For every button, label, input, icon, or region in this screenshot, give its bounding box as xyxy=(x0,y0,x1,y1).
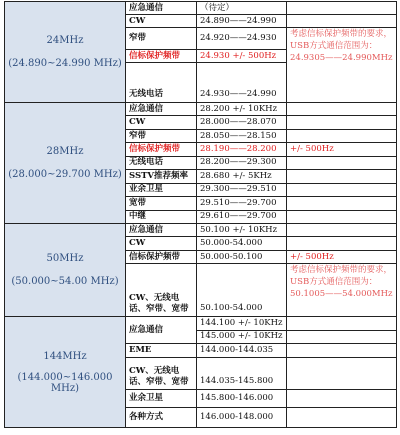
value-cell: 29.510——29.700 xyxy=(197,197,287,210)
value-cell: （待定） xyxy=(197,2,287,15)
value-cell: 50.100 +/- 10KHz xyxy=(197,224,287,237)
note-cell xyxy=(287,15,397,28)
band-cell-144mhz xyxy=(5,317,126,428)
mode-cell: 应急通信 xyxy=(126,224,197,237)
band-frequency: 28MHz xyxy=(46,146,84,157)
value-cell: 24.890——24.990 xyxy=(197,15,287,28)
table-row xyxy=(5,317,397,331)
band-frequency: 24MHz xyxy=(46,35,84,46)
band-cell-50mhz xyxy=(5,224,126,317)
table-row xyxy=(5,2,397,15)
mode-cell: 业余卫星 xyxy=(126,390,197,408)
mode-cell: 应急通信 xyxy=(126,2,197,15)
note-cell xyxy=(287,103,397,116)
note-cell xyxy=(287,237,397,250)
mode-cell: EME xyxy=(126,344,197,358)
mode-cell: 信标保护频带 xyxy=(126,143,197,156)
value-cell: 29.300——29.510 xyxy=(197,183,287,196)
value-cell: 24.930 +/- 500Hz xyxy=(197,50,287,63)
note-cell xyxy=(287,330,397,344)
mode-cell: SSTV推荐频率 xyxy=(126,170,197,183)
band-range: (144.000~146.000 MHz) xyxy=(17,371,113,394)
value-cell: 144.100 +/- 10KHz xyxy=(197,317,287,331)
mode-cell: 宽带 xyxy=(126,197,197,210)
band-range: (24.890~24.990 MHz) xyxy=(8,58,122,69)
mode-cell: 应急通信 xyxy=(126,317,197,344)
table-row xyxy=(5,103,397,116)
mode-cell: 中继 xyxy=(126,210,197,224)
mode-cell: 各种方式 xyxy=(126,408,197,428)
band-frequency: 144MHz xyxy=(43,350,87,362)
note-cell xyxy=(287,116,397,129)
usb-range-note: 考虑信标保护频带的要求，USB方式通信范围为：50.1005——54.000MHz xyxy=(287,264,397,317)
mode-cell: 信标保护频带 xyxy=(126,250,197,263)
note-cell xyxy=(287,2,397,15)
mode-cell: 窄带 xyxy=(126,129,197,142)
value-cell: 144.035-145.800 xyxy=(197,357,287,389)
table-row xyxy=(5,224,397,237)
value-cell: 28.190——28.200 xyxy=(197,143,287,156)
note-cell xyxy=(287,129,397,142)
value-cell: 28.680 +/- 5KHz xyxy=(197,170,287,183)
mode-cell: CW、无线电话、窄带、宽带 xyxy=(126,357,197,389)
note-cell xyxy=(287,210,397,224)
band-plan-table xyxy=(4,1,397,428)
mode-cell: 窄带 xyxy=(126,28,197,50)
value-cell: 50.000-50.100 xyxy=(197,250,287,263)
note-cell xyxy=(287,390,397,408)
band-cell-24mhz xyxy=(5,2,126,103)
usb-range-note: 考虑信标保护频带的要求，USB方式通信范围为：24.9305——24.990MHz xyxy=(290,29,393,63)
note-cell: +/- 500Hz xyxy=(287,143,397,156)
note-cell xyxy=(287,224,397,237)
value-cell: 144.000-144.035 xyxy=(197,344,287,358)
value-cell: 146.000-148.000 xyxy=(197,408,287,428)
value-cell: 28.200 +/- 10KHz xyxy=(197,103,287,116)
note-cell xyxy=(287,183,397,196)
mode-cell: 无线电话 xyxy=(126,63,197,103)
value-cell: 145.800-146.000 xyxy=(197,390,287,408)
mode-cell: CW、无线电话、窄带、宽带 xyxy=(126,264,197,317)
band-range: (28.000~29.700 MHz) xyxy=(8,169,122,180)
mode-cell: CW xyxy=(126,15,197,28)
note-cell xyxy=(287,317,397,331)
band-cell-28mhz xyxy=(5,103,126,224)
note-cell xyxy=(287,344,397,358)
mode-cell: 业余卫星 xyxy=(126,183,197,196)
value-cell: 29.610——29.700 xyxy=(197,210,287,224)
value-cell: 28.200——29.300 xyxy=(197,156,287,169)
mode-cell: 信标保护频带 xyxy=(126,50,197,63)
mode-cell: CW xyxy=(126,237,197,250)
value-cell: 28.000——28.070 xyxy=(197,116,287,129)
value-cell: 145.000 +/- 10KHz xyxy=(197,330,287,344)
note-cell xyxy=(287,197,397,210)
value-cell: 24.920——24.930 xyxy=(197,28,287,50)
mode-cell: CW xyxy=(126,116,197,129)
note-cell xyxy=(287,156,397,169)
note-cell: +/- 500Hz xyxy=(287,250,397,263)
value-cell: 50.000-54.000 xyxy=(197,237,287,250)
value-cell: 50.100-54.000 xyxy=(197,264,287,317)
note-cell xyxy=(287,357,397,389)
band-range: (50.000~54.00 MHz) xyxy=(11,276,119,287)
value-cell: 24.930——24.990 xyxy=(197,63,287,103)
value-cell: 28.050——28.150 xyxy=(197,129,287,142)
note-cell xyxy=(287,28,397,103)
band-frequency: 50MHz xyxy=(46,253,84,264)
note-cell xyxy=(287,408,397,428)
mode-cell: 无线电话 xyxy=(126,156,197,169)
mode-cell: 应急通信 xyxy=(126,103,197,116)
note-cell xyxy=(287,170,397,183)
